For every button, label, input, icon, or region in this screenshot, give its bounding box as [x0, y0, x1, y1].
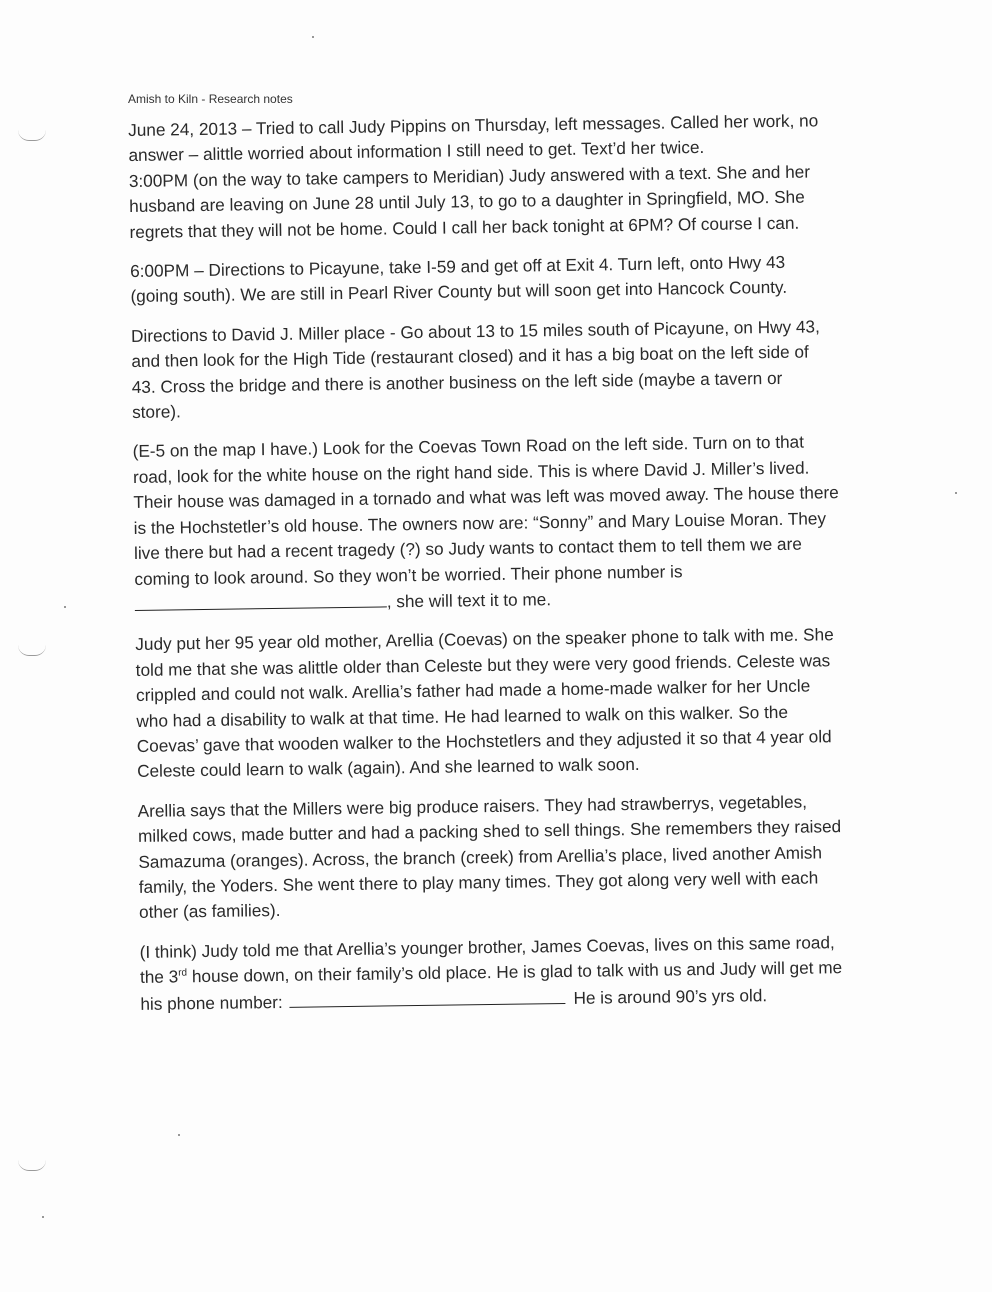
paragraph-4: [132, 428, 934, 618]
text-line: Judy put her 95 year old mother, Arellia (Coevas) on the speaker phone to talk with me. She: [135, 624, 834, 655]
text-line: other (as families).: [138, 900, 281, 923]
text-line: Their house was damaged in a tornado and what was left was moved away. The house there: [133, 482, 839, 513]
text-line: road, look for the white house on the right hand side. This is where David J. Miller’s lived.: [132, 457, 810, 487]
text-line: is the Hochstetler’s old house. The owners now are: “Sonny” and Mary Louise Moran. They: [133, 507, 827, 538]
paragraph-2: [130, 248, 931, 310]
notes-body: [128, 107, 941, 1031]
text-line: told me that she was alittle older than Celeste but they were very good friends. Celeste was: [135, 649, 831, 680]
document-header: Amish to Kiln - Research notes: [128, 92, 293, 106]
text-line: (E-5 on the map I have.) Look for the Coevas Town Road on the left side. Turn on to that: [132, 432, 805, 462]
text-line: answer – alittle worried about information I still need to get. Text’d her twice.: [128, 137, 705, 166]
text-line: milked cows, made butter and had a packing shed to sell things. She remembers they raised: [137, 816, 842, 847]
paragraph-5: [135, 621, 937, 785]
text-line: 43. Cross the bridge and there is another business on the left side (maybe a tavern or: [131, 367, 783, 397]
line-text: house down, on their family’s old place. He is glad to talk with us and Judy will get me: [186, 957, 843, 987]
binder-hole-mark: [18, 130, 46, 141]
binder-hole-mark: [18, 645, 46, 656]
binder-hole-mark: [18, 1160, 46, 1171]
text-line: crippled and could not walk. Arellia’s father had made a home-made walker for her Uncle: [135, 675, 811, 706]
line-text: He is around 90’s yrs old.: [573, 984, 768, 1008]
paragraph-1: [128, 107, 930, 245]
text-line: live there but had a recent tragedy (?) so Judy wants to contact them to tell them we are: [133, 533, 802, 564]
text-line: husband are leaving on June 28 until July 13, to go to a daughter in Springfield, MO. She: [129, 186, 805, 217]
speck: [64, 606, 66, 608]
text-line: Celeste could learn to walk (again). And she learned to walk soon.: [136, 754, 640, 782]
text-line: who had a disability to walk at that time. He had learned to walk on this walker. So the: [136, 701, 789, 731]
line-text: the 3: [139, 966, 179, 988]
phone-number-blank: [135, 588, 387, 611]
text-line: 3:00PM (on the way to take campers to Meridian) Judy answered with a text. She and her: [128, 161, 811, 191]
text-line: coming to look around. So they won’t be worried. Their phone number is: [134, 560, 683, 589]
speck: [42, 1216, 44, 1218]
text-line: Arellia says that the Millers were big produce raisers. They had strawberrys, vegetables,: [137, 791, 808, 821]
speck: [955, 492, 957, 494]
text-line: Samazuma (oranges). Across, the branch (creek) from Arellia’s place, lived another Amish: [138, 841, 823, 872]
paragraph-7: [139, 929, 940, 1017]
text-line: and then look for the High Tide (restaurant closed) and it has a big boat on the left side of: [131, 341, 809, 372]
phone-number-blank: [289, 985, 565, 1008]
text-line: Directions to David J. Miller place - Go about 13 to 15 miles south of Picayune, on Hwy 43,: [130, 316, 820, 346]
text-line: family, the Yoders. She went there to play many times. They got along very well with each: [138, 867, 819, 897]
speck: [312, 36, 314, 38]
paragraph-3: [131, 313, 932, 426]
paragraph-6: [138, 788, 940, 926]
ordinal-suffix: rd: [178, 967, 188, 979]
text-line: June 24, 2013 – Tried to call Judy Pippins on Thursday, left messages. Called her work, no: [128, 110, 819, 140]
line-text: his phone number:: [140, 991, 283, 1014]
text-line: Coevas’ gave that wooden walker to the Hochstetlers and they adjusted it so that 4 year old: [136, 726, 832, 756]
text-line: (going south). We are still in Pearl River County but will soon get into Hancock County.: [130, 277, 788, 307]
text-line: 6:00PM – Directions to Picayune, take I-59 and get off at Exit 4. Turn left, onto Hwy 43: [129, 251, 786, 282]
text-line: regrets that they will not be home. Could I call her back tonight at 6PM? Of course I can.: [129, 212, 800, 242]
text-line: store).: [131, 401, 181, 423]
text-line: (I think) Judy told me that Arellia’s younger brother, James Coevas, lives on this same road,: [139, 931, 835, 962]
blank-suffix: , she will text it to me.: [386, 589, 552, 612]
speck: [178, 1134, 180, 1136]
